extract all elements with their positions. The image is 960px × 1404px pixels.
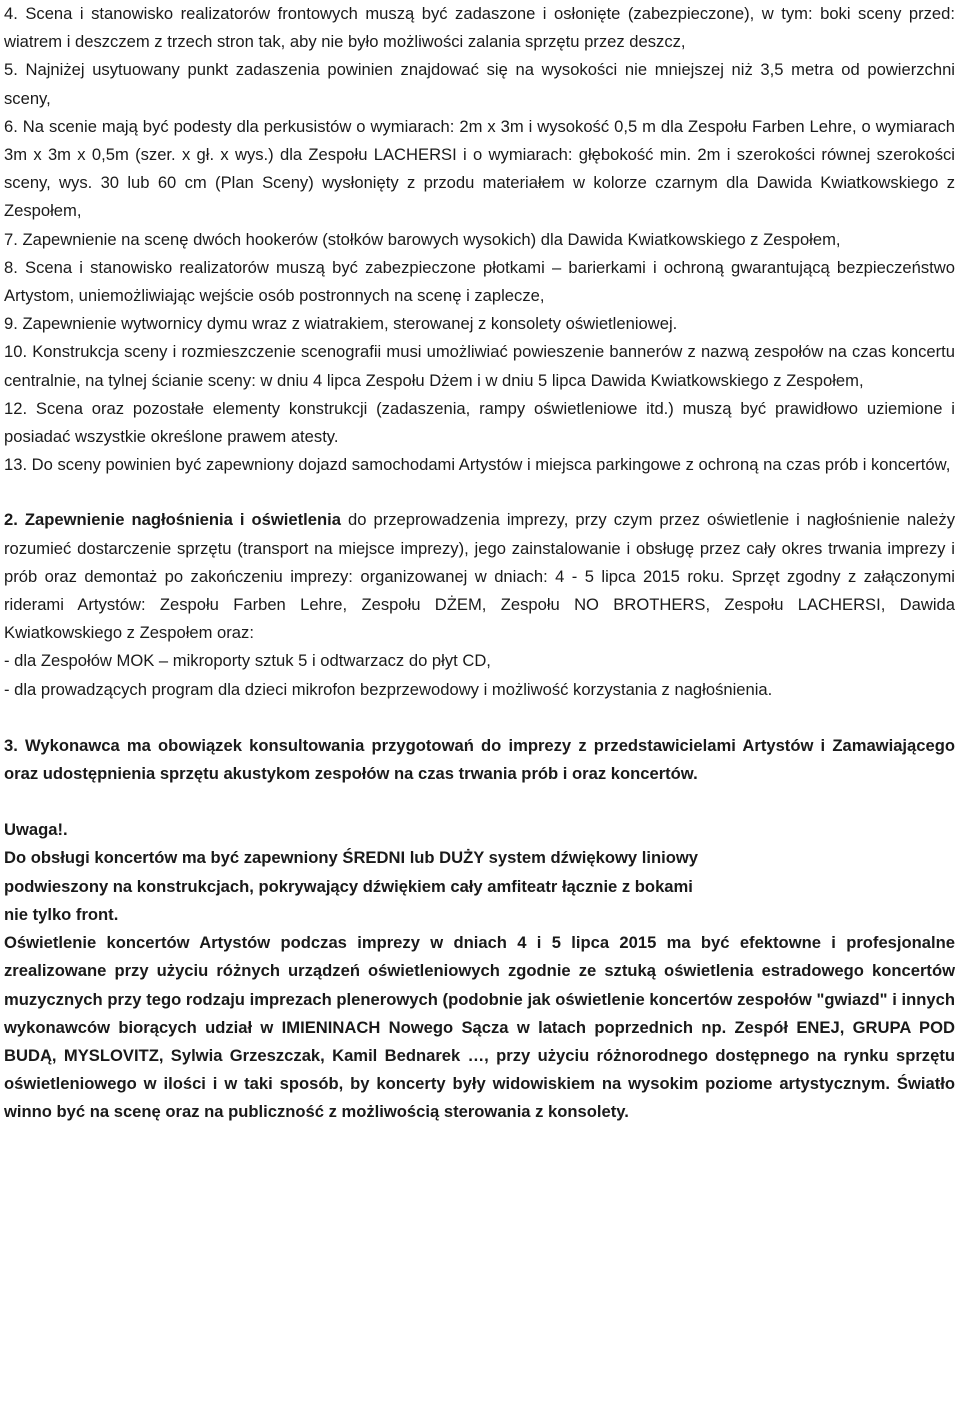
- section-3-paragraph: 3. Wykonawca ma obowiązek konsultowania przygotowań do imprezy z przedstawicielami Artystów i Zamawiającego oraz udostępnienia sprzętu akustykom zespołów na czas trwania prób i oraz koncertów.: [4, 735, 955, 784]
- spacer: [4, 788, 955, 816]
- list-item-9: 9. Zapewnienie wytwornicy dymu wraz z wiatrakiem, sterowanej z konsolety oświetleniowej.: [4, 314, 678, 334]
- note-title: Uwaga!.: [4, 820, 68, 840]
- note-line-2: podwieszony na konstrukcjach, pokrywający dźwiękiem cały amfiteatr łącznie z bokami: [4, 876, 693, 896]
- list-item-13: 13. Do sceny powinien być zapewniony dojazd samochodami Artystów i miejsca parkingowe z ochroną na czas prób i koncertów,: [4, 455, 951, 475]
- section-2-heading: 2. Zapewnienie nagłośnienia i oświetlenia: [4, 510, 341, 530]
- section-2-text: do przeprowadzenia imprezy, przy czym przez oświetlenie i nagłośnienie należy rozumieć dostarczenie sprzętu (transport na miejsce imprezy), jego zainstalowanie i obsługę przez cały okres trwania imprezy i prób oraz demontaż po zakończeniu imprezy: organizowanej w dniach: 4 - 5 lipca 2015 roku. Sprzęt zgodny z załączonymi riderami Artystów: Zespołu Farben Lehre, Zespołu DŻEM, Zespołu NO BROTHERS, Zespołu LACHERSI, Dawida Kwiatkowskiego z Zespołem oraz:: [4, 510, 955, 643]
- list-item-10: 10. Konstrukcja sceny i rozmieszczenie scenografii musi umożliwiać powieszenie bannerów z nazwą zespołów na czas koncertu centralnie, na tylnej ścianie sceny: w dniu 4 lipca Zespołu Dżem i w dniu 5 lipca Dawida Kwiatkowskiego z Zespołem,: [4, 342, 955, 390]
- list-item-6: 6. Na scenie mają być podesty dla perkusistów o wymiarach: 2m x 3m i wysokość 0,5 m dla Zespołu Farben Lehre, o wymiarach 3m x 3m x 0,5m (szer. x gł. x wys.) dla Zespołu LACHERSI i o wymiarach: głębokość min. 2m i szerokości równej szerokości sceny, wys. 30 lub 60 cm (Plan Sceny) wysłonięty z przodu materiałem w kolorze czarnym dla Dawida Kwiatkowskiego z Zespołem,: [4, 116, 955, 221]
- spacer: [4, 479, 955, 506]
- section-2-paragraph: [4, 506, 955, 647]
- note-line-3: nie tylko front.: [4, 904, 119, 924]
- list-item-8: 8. Scena i stanowisko realizatorów muszą być zabezpieczone płotkami – barierkami i ochroną gwarantującą bezpieczeństwo Artystom, uniemożliwiając wejście osób postronnych na scenę i zaplecze,: [4, 257, 955, 306]
- section-2-bullet: - dla Zespołów MOK – mikroporty sztuk 5 i odtwarzacz do płyt CD,: [4, 651, 491, 671]
- spacer: [4, 704, 955, 732]
- list-item-5: 5. Najniżej usytuowany punkt zadaszenia powinien znajdować się na wysokości nie mniejszej niż 3,5 metra od powierzchni sceny,: [4, 60, 955, 108]
- section-2-bullet: - dla prowadzących program dla dzieci mikrofon bezprzewodowy i możliwość korzystania z nagłośnienia.: [4, 679, 773, 699]
- list-item-4: 4. Scena i stanowisko realizatorów frontowych muszą być zadaszone i osłonięte (zabezpieczone), w tym: boki sceny przed: wiatrem i deszczem z trzech stron tak, aby nie było możliwości zalania sprzętu przez deszcz,: [4, 4, 955, 52]
- note-lighting-paragraph: Oświetlenie koncertów Artystów podczas imprezy w dniach 4 i 5 lipca 2015 ma być efektowne i profesjonalne zrealizowane przy użyciu różnych urządzeń oświetleniowych zgodnie ze sztuką oświetlenia estradowego koncertów muzycznych przy tego rodzaju imprezach plenerowych (podobnie jak oświetlenie koncertów zespołów "gwiazd" i innych wykonawców biorących udział w IMIENINACH Nowego Sącza w latach poprzednich np. Zespół ENEJ, GRUPA POD BUDĄ, MYSLOVITZ, Sylwia Grzeszczak, Kamil Bednarek …, przy użyciu różnorodnego dostępnego na rynku sprzętu oświetleniowego w ilości i w taki sposób, by koncerty były widowiskiem na wysokim poziome artystycznym. Światło winno być na scenę oraz na publiczność z możliwością sterowania z konsolety.: [4, 933, 955, 1122]
- note-line-1: Do obsługi koncertów ma być zapewniony ŚREDNI lub DUŻY system dźwiękowy liniowy: [4, 848, 698, 868]
- list-item-7: 7. Zapewnienie na scenę dwóch hookerów (stołków barowych wysokich) dla Dawida Kwiatkowskiego z Zespołem,: [4, 229, 841, 249]
- list-item-12: 12. Scena oraz pozostałe elementy konstrukcji (zadaszenia, rampy oświetleniowe itd.) muszą być prawidłowo uziemione i posiadać wszystkie określone prawem atesty.: [4, 398, 955, 447]
